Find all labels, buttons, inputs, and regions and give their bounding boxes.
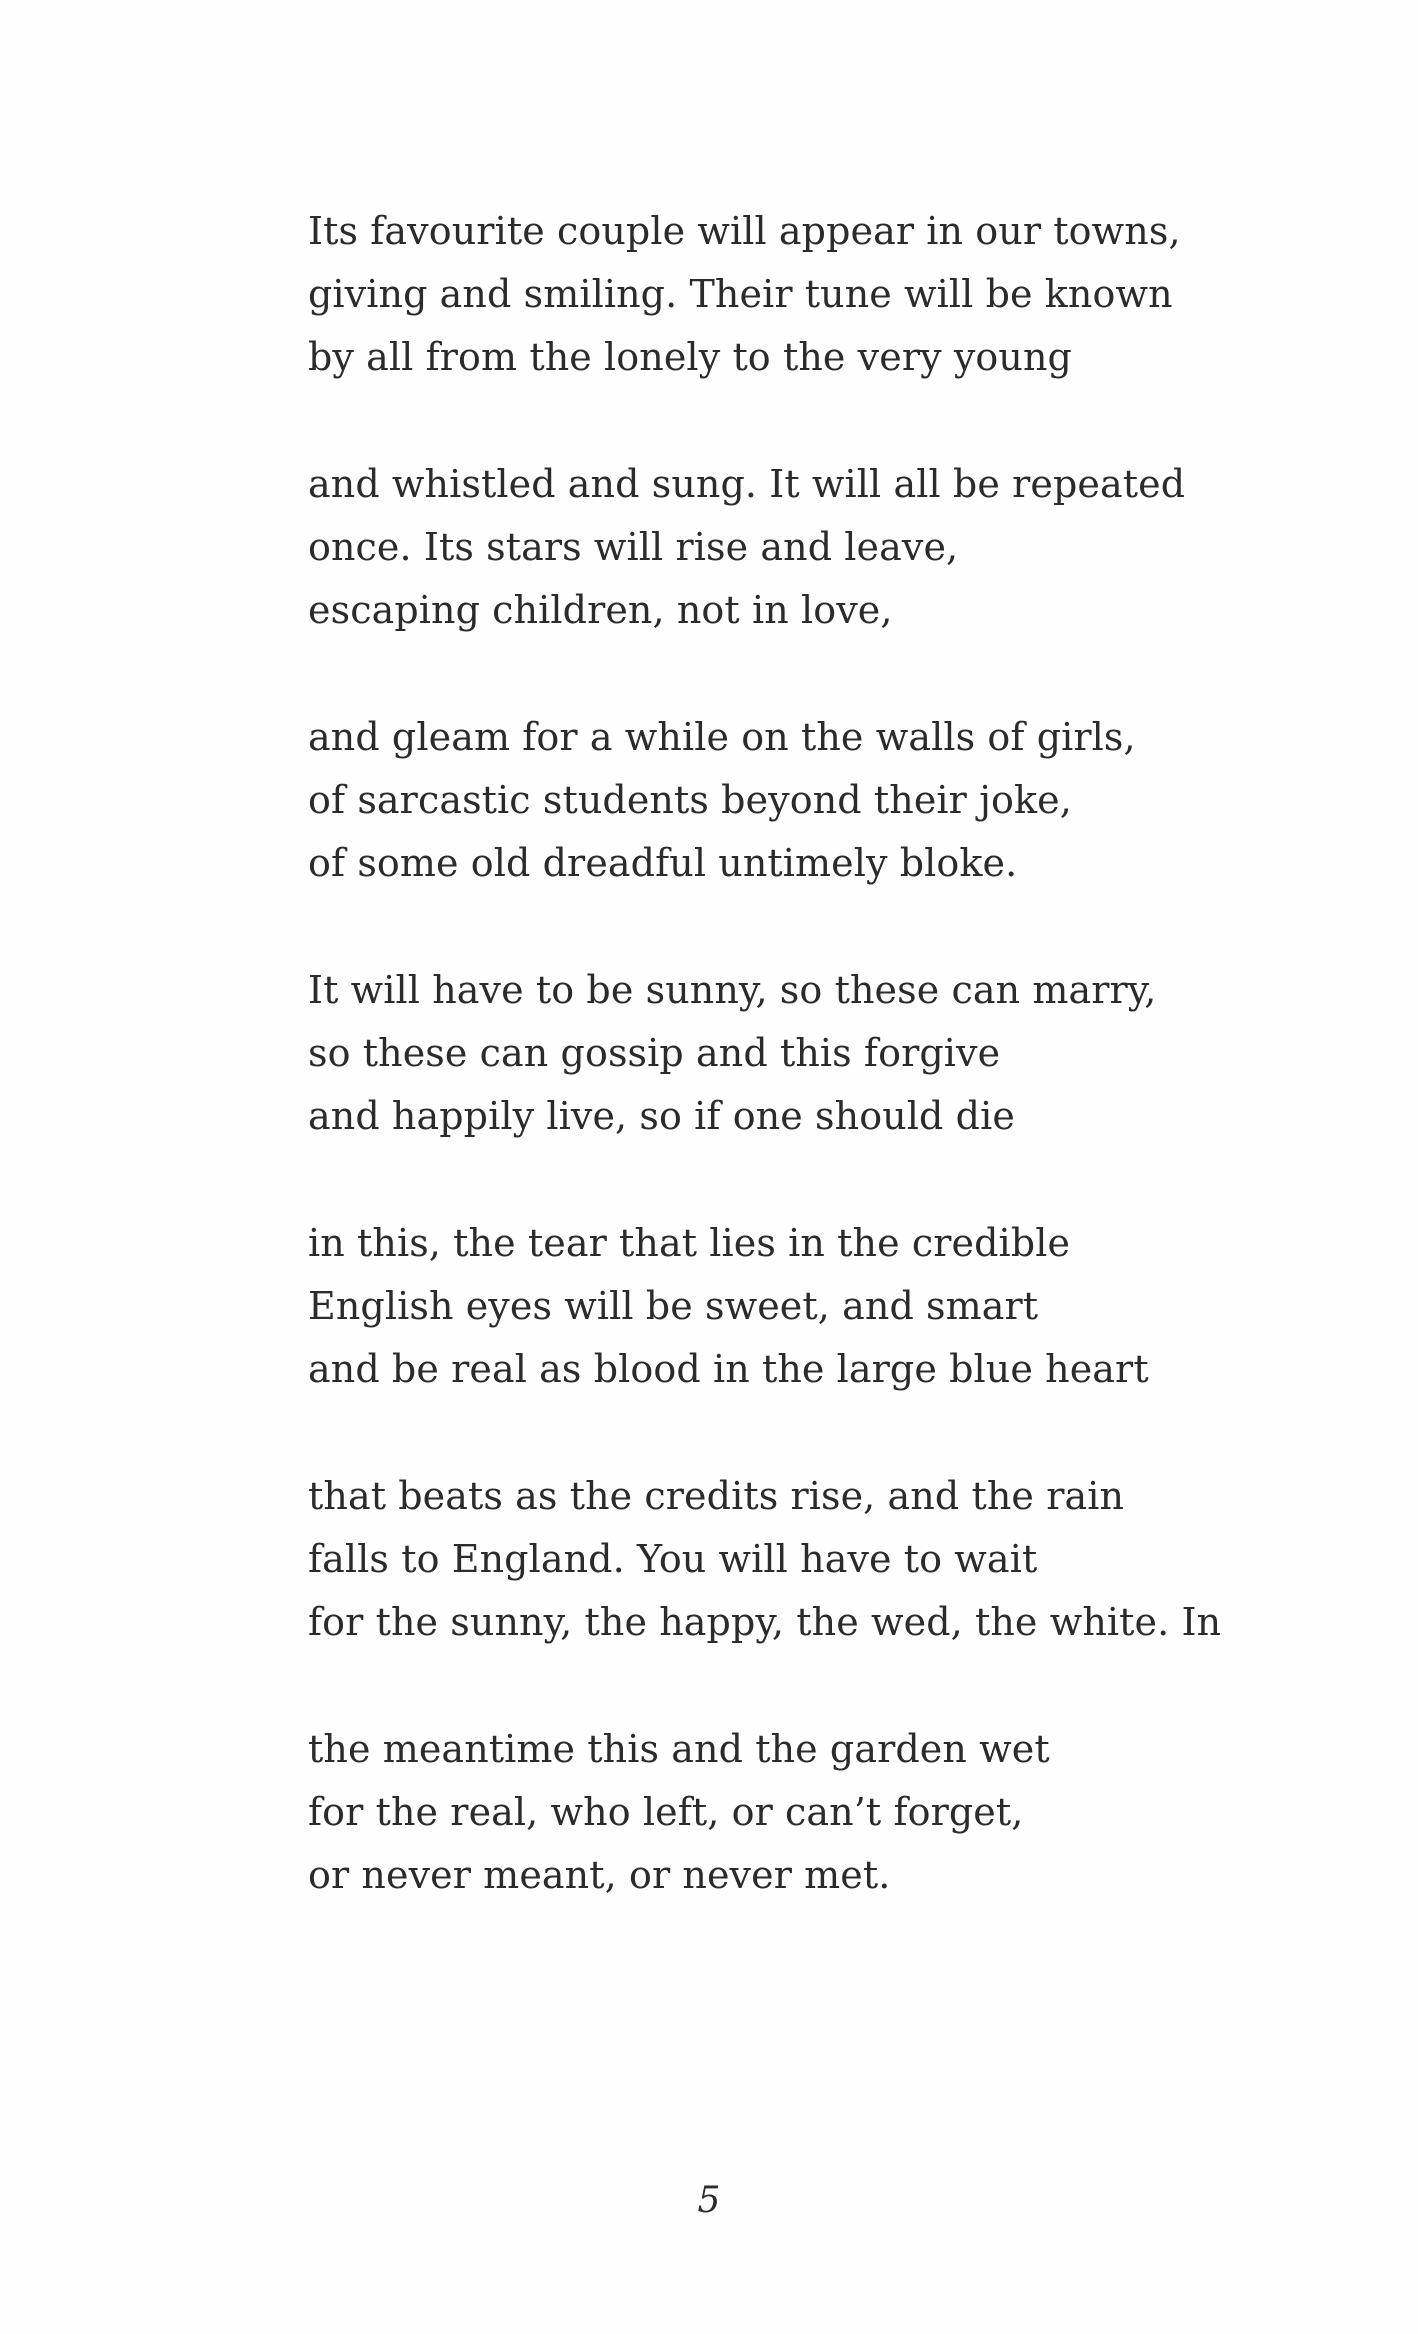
poem-line: Its favourite couple will appear in our towns, [308,209,1181,253]
poem-line: It will have to be sunny, so these can marry, [308,968,1157,1012]
poem-line: for the real, who left, or can’t forget, [308,1790,1024,1834]
poem-line: giving and smiling. Their tune will be known [308,272,1173,316]
poem-body [308,200,1228,1971]
stanza-1 [308,200,1228,389]
stanza-3 [308,706,1228,895]
poem-line: and happily live, so if one should die [308,1094,1015,1138]
poem-line: of some old dreadful untimely bloke. [308,841,1018,885]
poem-line: by all from the lonely to the very young [308,335,1072,379]
poem-line: and whistled and sung. It will all be repeated [308,462,1186,506]
poem-line: falls to England. You will have to wait [308,1537,1038,1581]
page-number: 5 [697,2180,721,2221]
stanza-2 [308,453,1228,642]
poem-line: in this, the tear that lies in the credible [308,1221,1071,1265]
poem-line: English eyes will be sweet, and smart [308,1284,1039,1328]
poem-line: for the sunny, the happy, the wed, the white. In [308,1600,1222,1644]
stanza-7 [308,1718,1228,1907]
poem-line: escaping children, not in love, [308,588,893,632]
poem-line: and gleam for a while on the walls of girls, [308,715,1136,759]
poem-line: or never meant, or never met. [308,1853,891,1897]
stanza-5 [308,1212,1228,1401]
poem-line: that beats as the credits rise, and the rain [308,1474,1125,1518]
poem-line: of sarcastic students beyond their joke, [308,778,1072,822]
poem-line: the meantime this and the garden wet [308,1727,1050,1771]
stanza-6 [308,1465,1228,1654]
poem-line: so these can gossip and this forgive [308,1031,1001,1075]
stanza-4 [308,959,1228,1148]
poem-line: once. Its stars will rise and leave, [308,525,959,569]
poem-line: and be real as blood in the large blue heart [308,1347,1149,1391]
